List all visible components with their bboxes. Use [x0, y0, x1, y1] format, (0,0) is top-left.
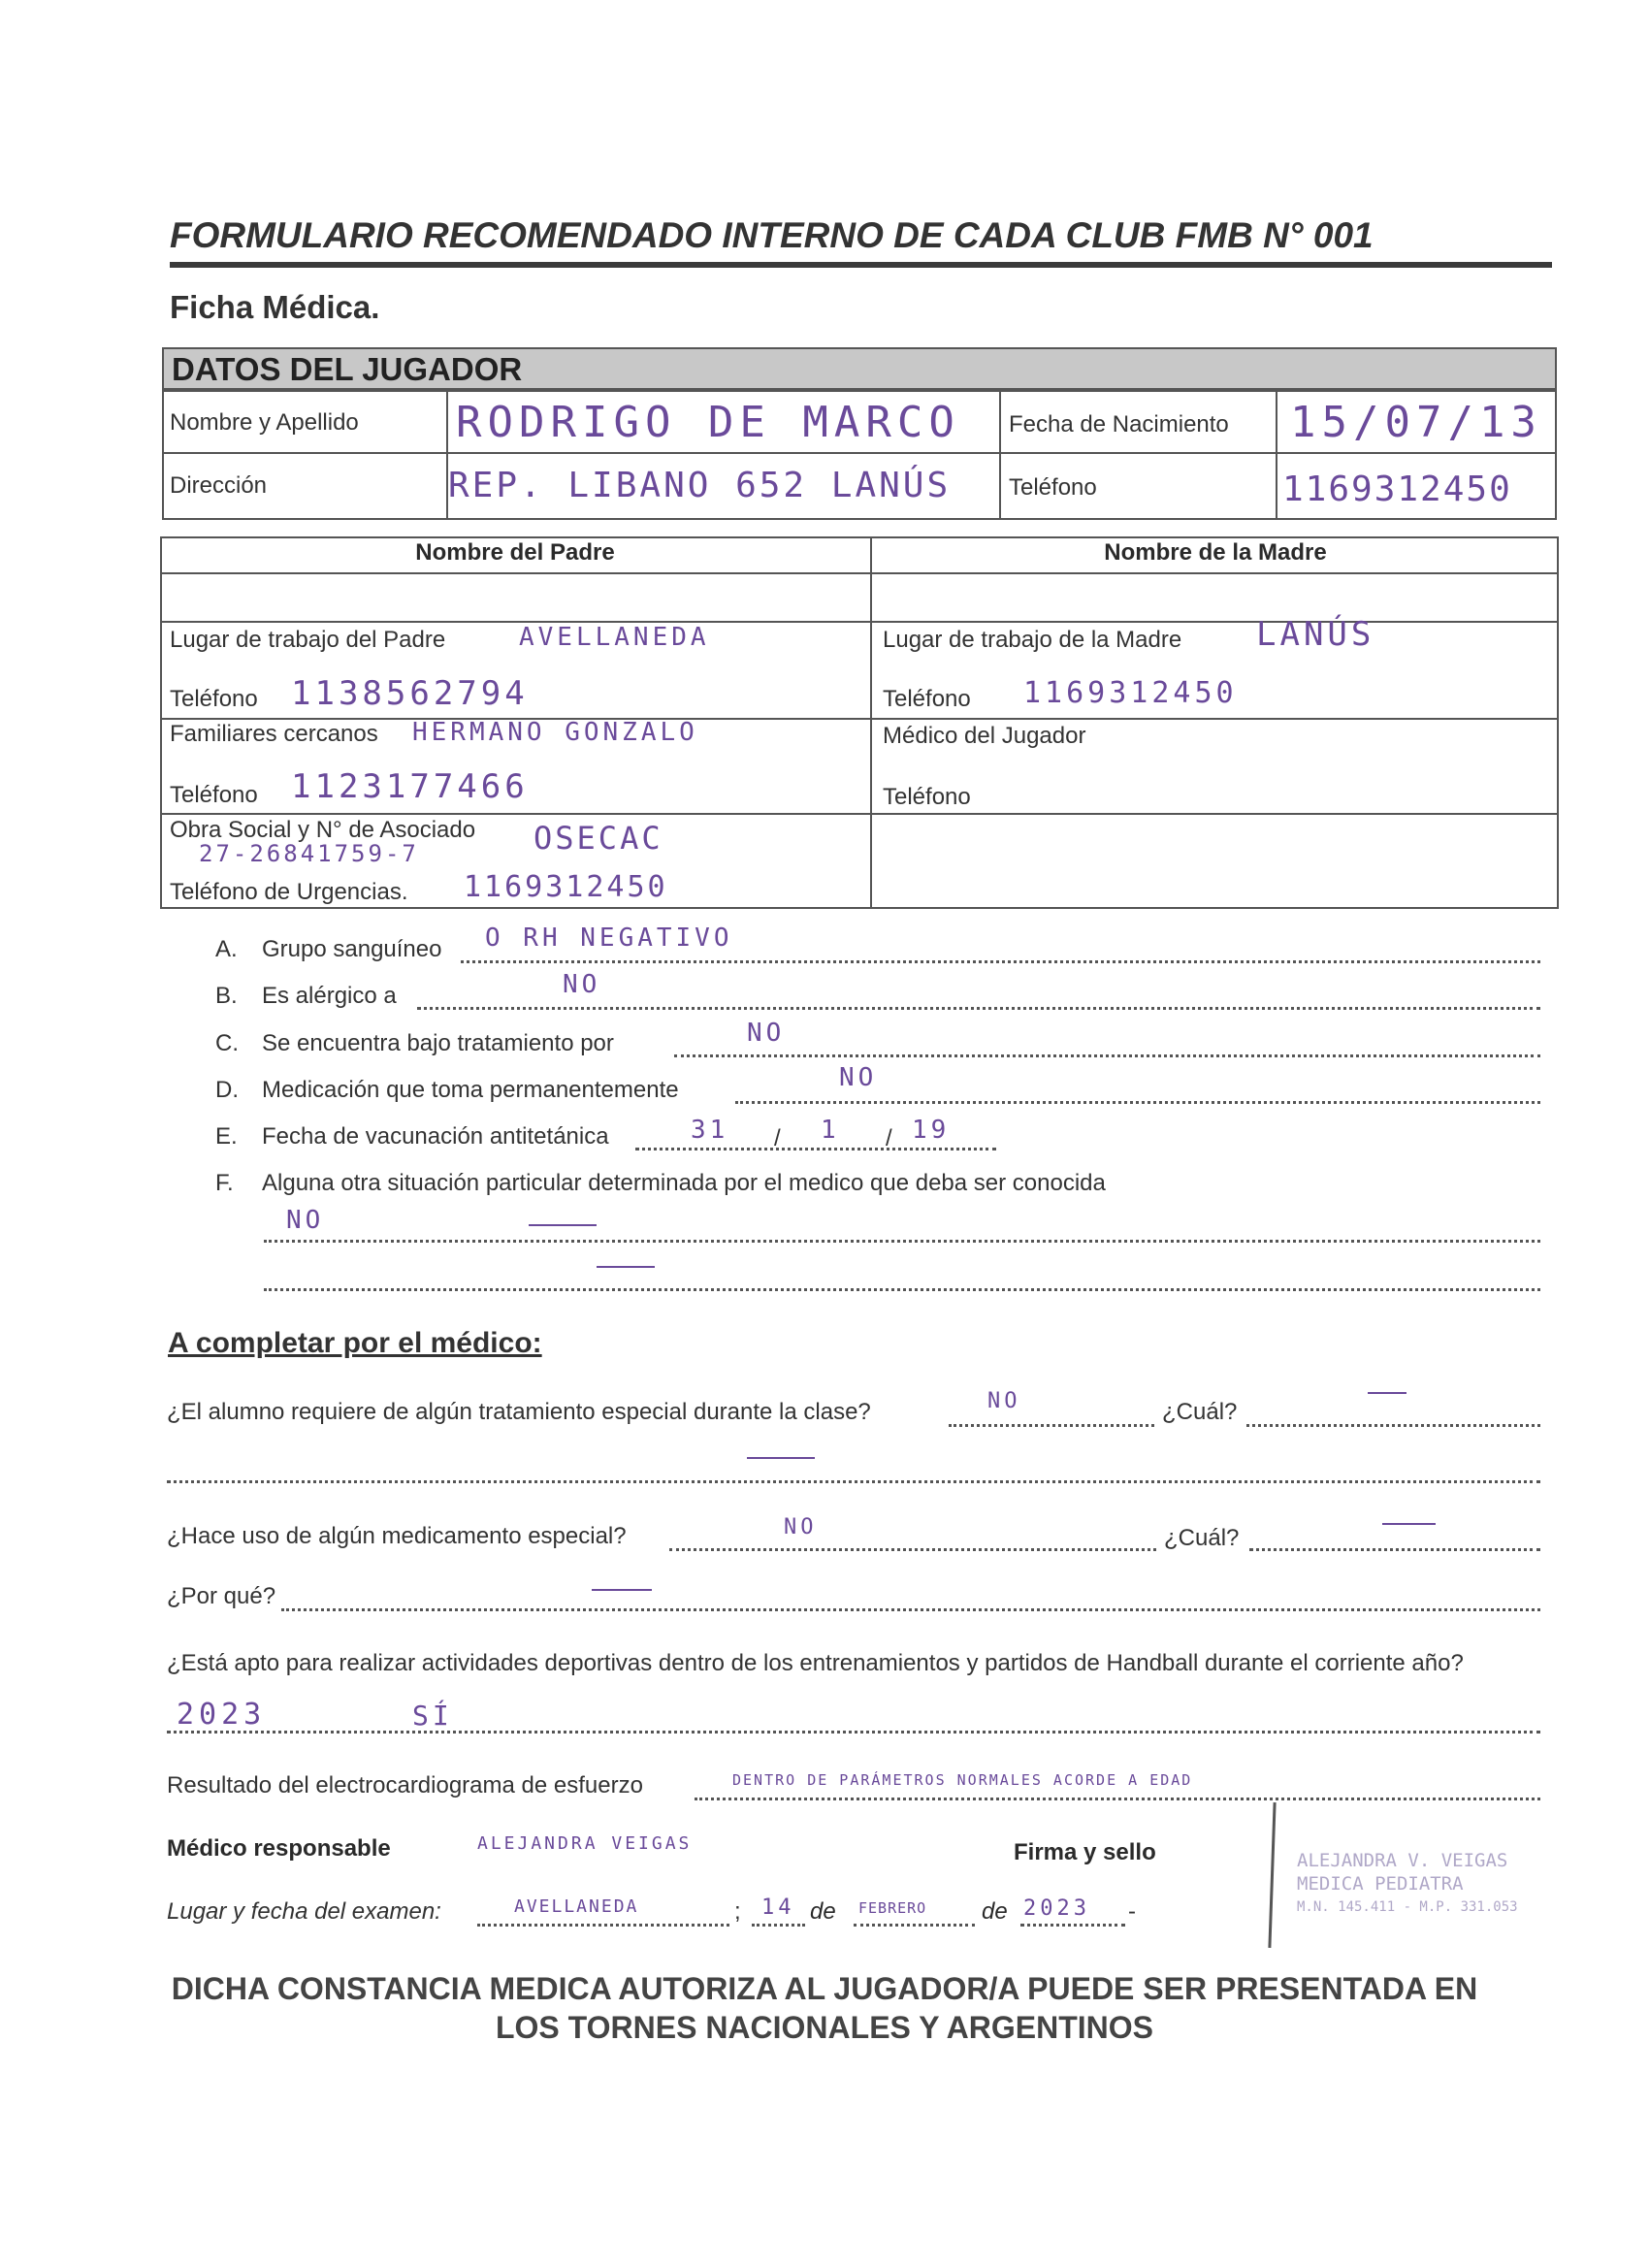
item-f-value[interactable]: NO	[286, 1206, 325, 1235]
doctor-stamp	[1297, 1849, 1518, 1919]
form-title: FORMULARIO RECOMENDADO INTERNO DE CADA CLUB FMB N° 001	[170, 215, 1374, 255]
doctor-phone-label: Teléfono	[883, 784, 971, 810]
footer-line-2: LOS TORNES NACIONALES Y ARGENTINOS	[495, 2010, 1153, 2045]
relatives-value[interactable]: HERMANO GONZALO	[412, 718, 698, 747]
de-label-2: de	[982, 1898, 1008, 1925]
item-e-year[interactable]: 19	[912, 1116, 951, 1145]
item-b-letter: B.	[215, 983, 238, 1009]
place-value[interactable]: AVELLANEDA	[514, 1896, 639, 1917]
year-value[interactable]: 2023	[1023, 1896, 1090, 1921]
address-label: Dirección	[170, 472, 268, 499]
player-section-header	[162, 347, 1557, 390]
item-c-letter: C.	[215, 1030, 239, 1056]
relatives-phone-label: Teléfono	[170, 782, 258, 808]
mother-phone-label: Teléfono	[883, 686, 971, 712]
place-label: Lugar y fecha del examen:	[167, 1898, 441, 1925]
item-f-letter: F.	[215, 1170, 234, 1196]
player-section-title: DATOS DEL JUGADOR	[172, 351, 523, 387]
item-a-label: Grupo sanguíneo	[262, 936, 442, 962]
relatives-label: Familiares cercanos	[170, 721, 378, 747]
doctor-section-title: A completar por el médico:	[168, 1327, 542, 1359]
day-value[interactable]: 14	[761, 1895, 795, 1920]
footer-line-1: DICHA CONSTANCIA MEDICA AUTORIZA AL JUGADOR/A PUEDE SER PRESENTADA EN	[171, 1971, 1478, 2006]
father-phone-value[interactable]: 1138562794	[291, 674, 529, 713]
dash-mark	[597, 1266, 655, 1268]
insurance-number[interactable]: 27-26841759-7	[199, 840, 419, 867]
why-label: ¿Por qué?	[167, 1583, 276, 1609]
stamp-line-1: ALEJANDRA V. VEIGAS	[1297, 1850, 1508, 1871]
stamp-line-2: MEDICA PEDIATRA	[1297, 1873, 1464, 1895]
emergency-label: Teléfono de Urgencias.	[170, 879, 408, 905]
father-work-label: Lugar de trabajo del Padre	[170, 627, 446, 653]
responsible-label: Médico responsable	[167, 1835, 391, 1862]
dash-mark	[747, 1457, 815, 1459]
father-header: Nombre del Padre	[415, 539, 615, 566]
address-value[interactable]: REP. LIBANO 652 LANÚS	[448, 466, 952, 505]
de-label-1: de	[810, 1898, 836, 1925]
responsible-value[interactable]: ALEJANDRA VEIGAS	[477, 1833, 693, 1854]
mother-phone-value[interactable]: 1169312450	[1023, 676, 1238, 710]
stamp-line-3: M.N. 145.411 - M.P. 331.053	[1297, 1899, 1518, 1915]
q2-label: ¿Hace uso de algún medicamento especial?	[167, 1523, 627, 1549]
q2-cual-label: ¿Cuál?	[1164, 1525, 1240, 1551]
ecg-value[interactable]: DENTRO DE PARÁMETROS NORMALES ACORDE A EDAD	[732, 1771, 1193, 1789]
q2-value[interactable]: NO	[784, 1515, 818, 1539]
q1-label: ¿El alumno requiere de algún tratamiento especial durante la clase?	[167, 1399, 871, 1425]
insurance-label: Obra Social y N° de Asociado	[170, 817, 476, 843]
doctor-label: Médico del Jugador	[883, 723, 1086, 749]
ecg-label: Resultado del electrocardiograma de esfuerzo	[167, 1772, 643, 1798]
item-a-letter: A.	[215, 936, 238, 962]
item-a-value[interactable]: O RH NEGATIVO	[485, 923, 733, 953]
item-d-letter: D.	[215, 1077, 239, 1103]
q3-year[interactable]: 2023	[177, 1698, 267, 1732]
item-b-value[interactable]: NO	[563, 970, 601, 999]
father-phone-label: Teléfono	[170, 686, 258, 712]
form-subtitle: Ficha Médica.	[170, 289, 380, 325]
player-row-divider	[162, 452, 1557, 454]
mother-header: Nombre de la Madre	[1104, 539, 1327, 566]
item-b-label: Es alérgico a	[262, 983, 397, 1009]
father-work-value[interactable]: AVELLANEDA	[519, 623, 710, 652]
name-value[interactable]: RODRIGO DE MARCO	[456, 398, 960, 447]
q1-value[interactable]: NO	[987, 1389, 1021, 1413]
q3-label: ¿Está apto para realizar actividades deportivas dentro de los entrenamientos y partidos de Handball durante el corriente año?	[167, 1650, 1464, 1676]
dob-value[interactable]: 15/07/13	[1290, 398, 1542, 447]
dob-label: Fecha de Nacimiento	[1009, 411, 1229, 437]
item-c-value[interactable]: NO	[747, 1019, 786, 1048]
emergency-value[interactable]: 1169312450	[464, 870, 668, 904]
q1-cual-label: ¿Cuál?	[1162, 1399, 1238, 1425]
item-d-value[interactable]: NO	[839, 1063, 878, 1092]
mother-work-value[interactable]: LANÚS	[1256, 615, 1375, 654]
dash-mark	[1382, 1523, 1436, 1525]
item-d-label: Medicación que toma permanentemente	[262, 1077, 679, 1103]
dash-mark	[592, 1589, 652, 1591]
month-value[interactable]: FEBRERO	[858, 1899, 927, 1917]
item-c-label: Se encuentra bajo tratamiento por	[262, 1030, 614, 1056]
name-label: Nombre y Apellido	[170, 409, 359, 436]
phone-label: Teléfono	[1009, 474, 1097, 501]
signature-stroke	[1268, 1802, 1276, 1948]
phone-value[interactable]: 1169312450	[1282, 470, 1512, 509]
signature-label: Firma y sello	[1014, 1839, 1156, 1865]
title-rule	[170, 262, 1552, 268]
mother-work-label: Lugar de trabajo de la Madre	[883, 627, 1182, 653]
insurance-value[interactable]: OSECAC	[534, 820, 663, 857]
item-f-label: Alguna otra situación particular determinada por el medico que deba ser conocida	[262, 1170, 1106, 1196]
q3-value[interactable]: SÍ	[412, 1700, 453, 1732]
item-e-letter: E.	[215, 1123, 238, 1150]
item-e-day[interactable]: 31	[691, 1116, 729, 1145]
item-e-label: Fecha de vacunación antitetánica	[262, 1123, 609, 1150]
dash-mark	[1368, 1392, 1406, 1394]
item-e-month[interactable]: 1	[821, 1116, 840, 1145]
dash-mark	[529, 1224, 597, 1226]
relatives-phone-value[interactable]: 1123177466	[291, 767, 529, 806]
